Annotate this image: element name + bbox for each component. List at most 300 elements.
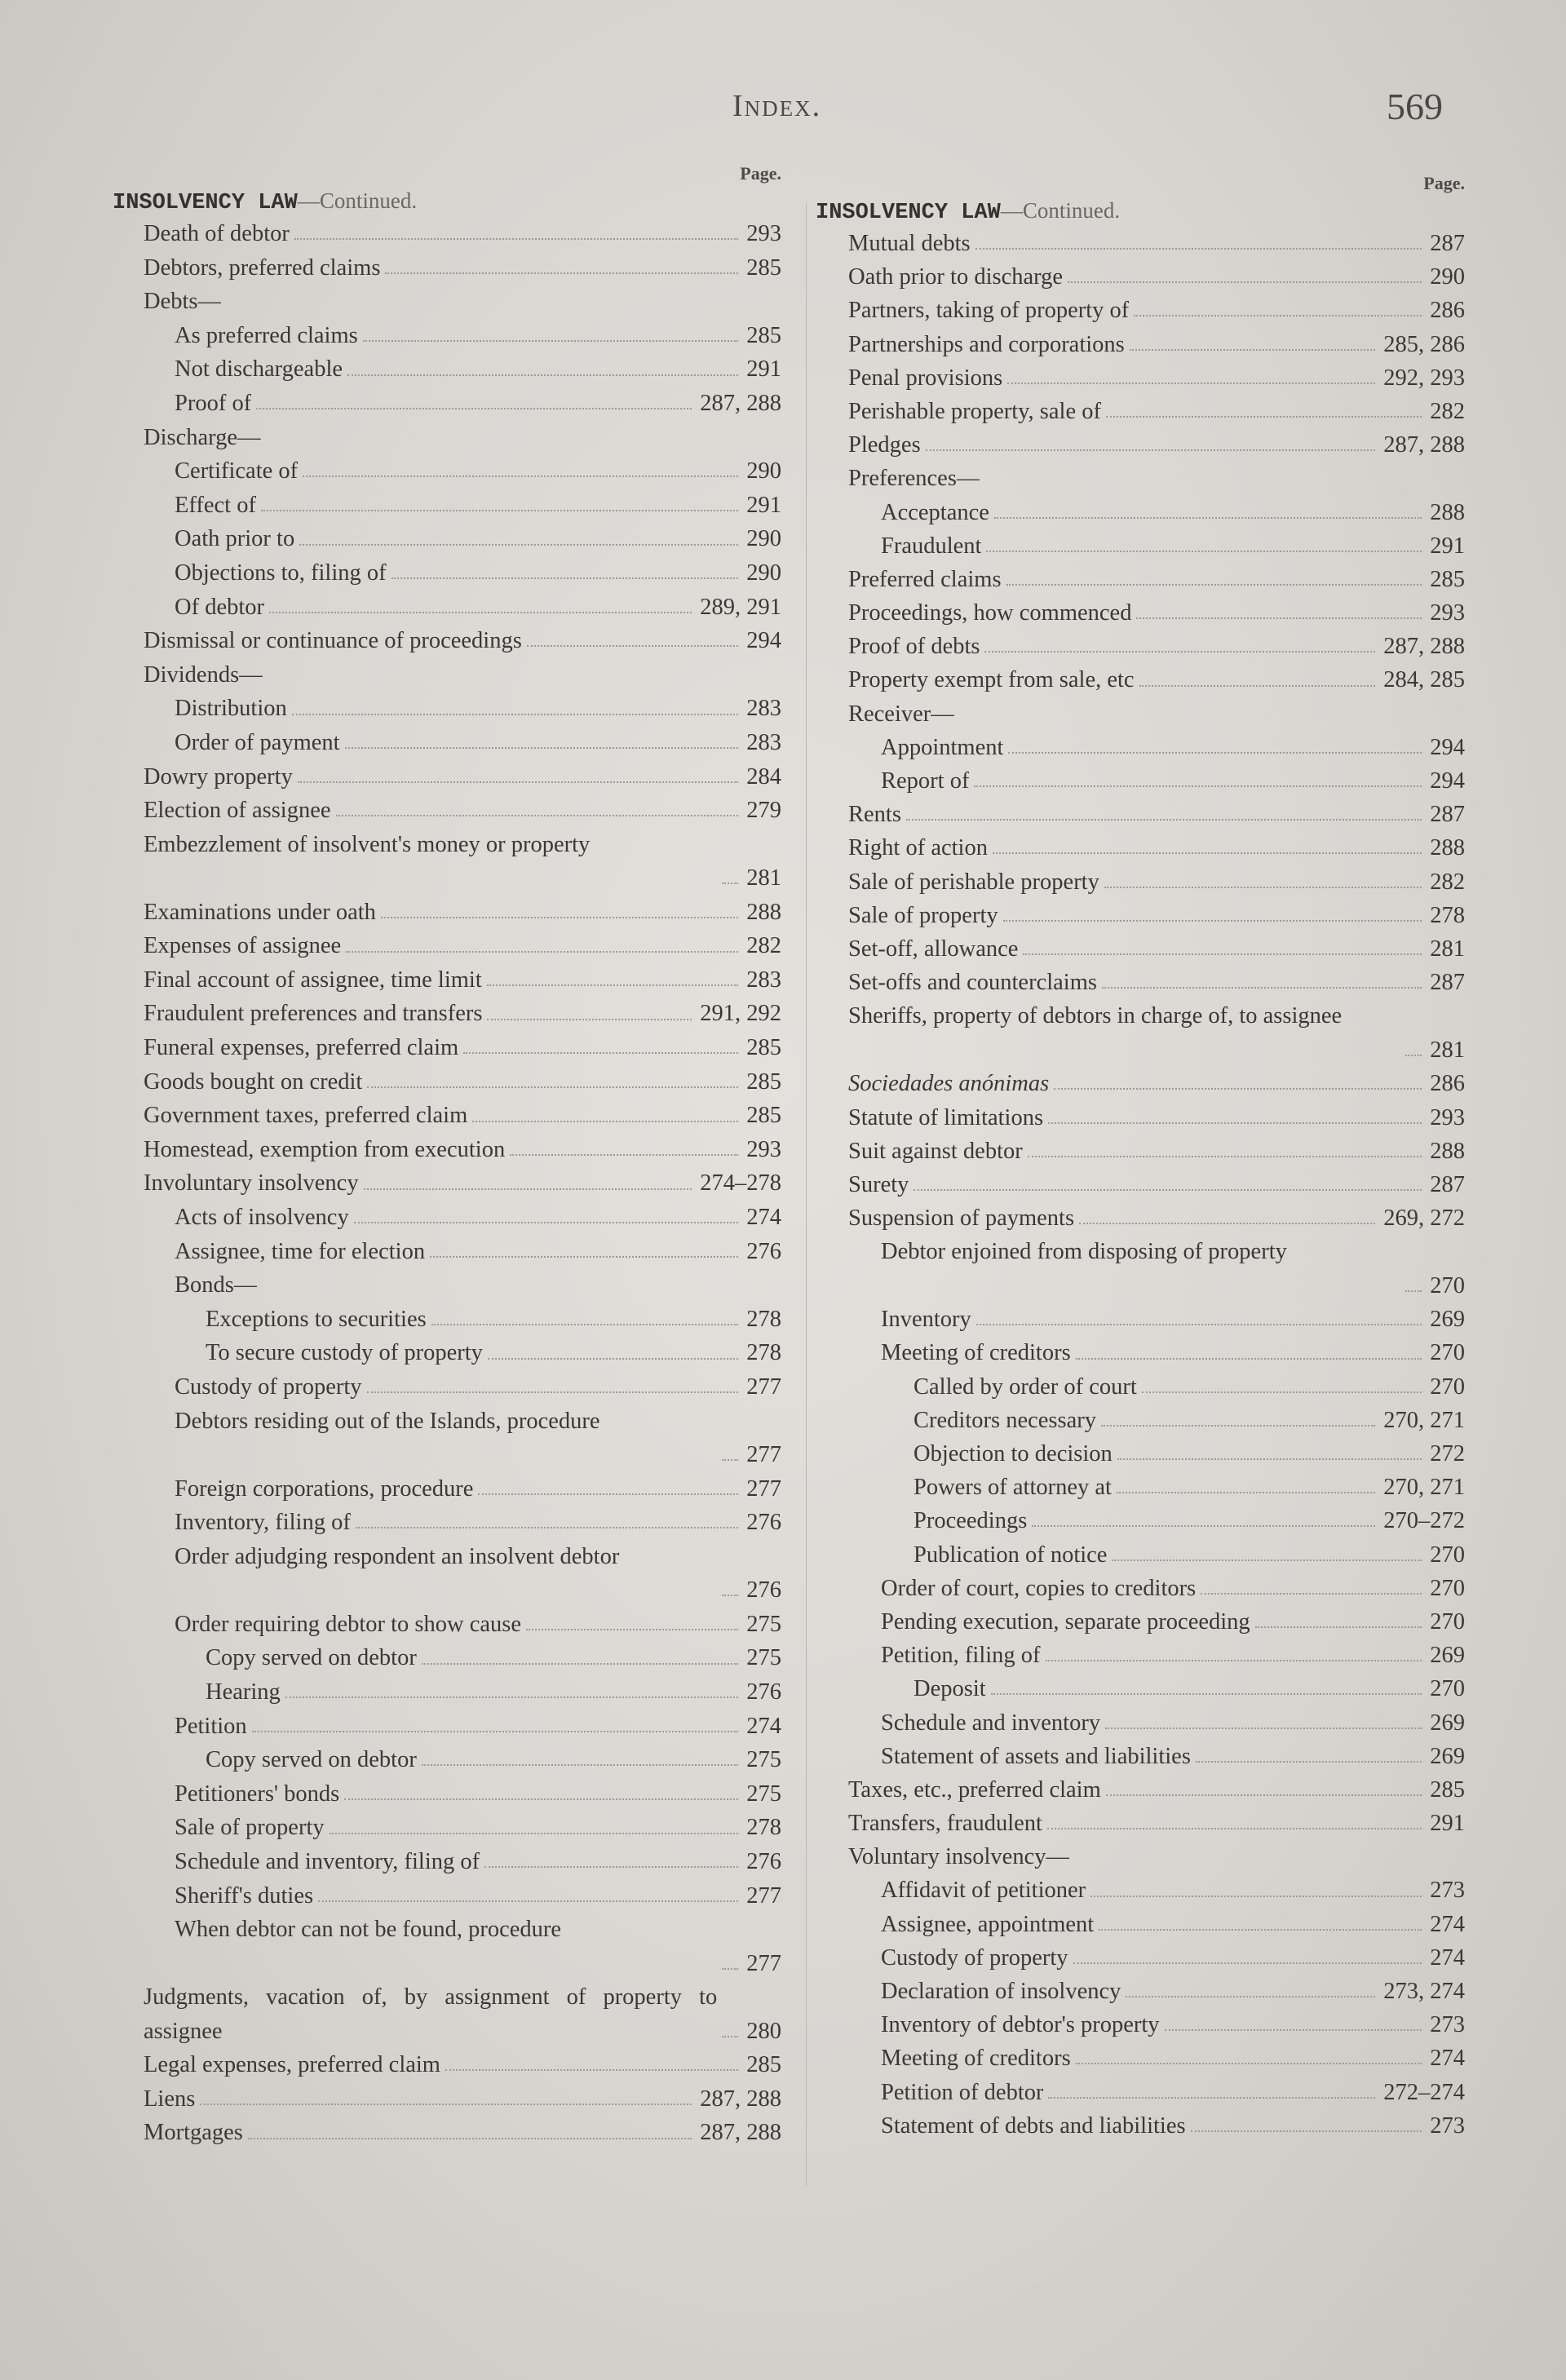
dot-leader	[1191, 2128, 1422, 2132]
entry-tail	[1071, 2042, 1465, 2075]
entry-term: Order requiring debtor to show cause	[175, 1611, 521, 1637]
entry-term: Liens	[144, 2086, 196, 2112]
dot-leader	[356, 1524, 738, 1528]
entry-tail	[467, 1099, 781, 1133]
entry-term: Order adjudging respondent an insolvent debtor	[175, 1543, 620, 1569]
index-entry	[816, 1975, 1465, 2008]
entry-page-ref: 277	[746, 1950, 781, 1976]
entry-term: Surety	[848, 1171, 909, 1197]
index-entry	[113, 1879, 781, 1913]
entry-tail	[480, 1845, 781, 1879]
entry-page-ref: 291	[746, 356, 781, 383]
entry-page-ref: 270	[1430, 1340, 1465, 1366]
index-entry	[113, 929, 781, 963]
dot-leader	[1028, 1153, 1422, 1157]
entry-tail	[343, 352, 781, 387]
entry-page-ref: 282	[1430, 869, 1465, 895]
entry-page-ref: 274–278	[700, 1170, 781, 1197]
entry-page-ref: 270–272	[1383, 1508, 1465, 1534]
index-entry	[816, 1740, 1465, 1773]
entry-page-ref: 287, 288	[1383, 432, 1465, 458]
dot-leader	[330, 1830, 739, 1834]
entry-page-ref: 286	[1430, 298, 1465, 324]
entry-tail	[1160, 2008, 1466, 2042]
entry-page-ref: 272	[1430, 1441, 1465, 1466]
index-entry	[113, 794, 781, 828]
dot-leader	[527, 643, 738, 647]
heading-continued: —Continued.	[297, 188, 418, 213]
entry-page-ref: 284	[746, 763, 781, 790]
entry-term: Debtors residing out of the Islands, procedure	[175, 1408, 600, 1434]
entry-page-ref: 292, 293	[1383, 365, 1465, 391]
index-entry	[816, 1873, 1465, 1907]
index-entry	[113, 421, 781, 455]
entry-page-ref: 291	[746, 492, 781, 518]
entry-tail	[1191, 1740, 1465, 1773]
entry-tail	[349, 1201, 781, 1235]
index-entry	[113, 352, 781, 387]
dot-leader	[984, 648, 1375, 653]
entry-tail	[376, 896, 781, 930]
entry-page-ref: 285	[746, 1068, 781, 1095]
entry-page-ref: 287, 288	[1383, 634, 1465, 660]
index-entry	[113, 285, 781, 319]
dot-leader	[1032, 1523, 1375, 1527]
entry-tail	[901, 798, 1465, 831]
entry-tail	[1135, 663, 1465, 697]
entry-page-ref: 273	[1430, 2112, 1465, 2139]
entry-term: Copy served on debtor	[206, 1645, 417, 1671]
entry-page-ref: 269	[1430, 1710, 1465, 1736]
entry-term: Involuntary insolvency	[144, 1170, 359, 1197]
dot-leader	[1102, 984, 1422, 989]
entry-tail	[331, 794, 781, 828]
entry-term: Perishable property, sale of	[848, 398, 1101, 424]
entry-term: Assignee, appointment	[881, 1911, 1095, 1937]
entry-term: Taxes, etc., preferred claim	[848, 1776, 1101, 1803]
dot-leader	[430, 1254, 738, 1258]
entry-term: Meeting of creditors	[881, 1340, 1071, 1366]
entry-term: Copy served on debtor	[206, 1747, 417, 1773]
index-entry	[816, 462, 1465, 495]
entry-page-ref: 287, 288	[700, 2120, 781, 2146]
index-entry	[816, 798, 1465, 831]
dot-leader	[1006, 582, 1422, 586]
entry-tail	[1100, 1706, 1465, 1740]
entry-page-ref: 283	[746, 729, 781, 755]
entry-tail	[362, 1065, 781, 1099]
dot-leader	[1117, 1489, 1375, 1493]
entry-page-ref: 288	[1430, 1138, 1465, 1164]
dot-leader	[344, 1796, 738, 1800]
entry-page-ref: 278	[746, 1306, 781, 1332]
dot-leader	[487, 1016, 692, 1020]
index-entry	[816, 1135, 1465, 1168]
entry-page-ref: 293	[1430, 1104, 1465, 1130]
index-entry	[113, 217, 781, 251]
entry-tail	[1086, 1873, 1465, 1907]
entry-tail	[251, 387, 781, 421]
entry-term: Funeral expenses, preferred claim	[144, 1035, 459, 1061]
index-entry	[113, 1540, 781, 1608]
entry-page-ref: 275	[746, 1645, 781, 1671]
index-entry	[816, 227, 1465, 260]
index-entry	[816, 260, 1465, 294]
entry-page-ref: 270	[1430, 1542, 1465, 1568]
dot-leader	[926, 447, 1376, 451]
entry-term: Receiver—	[848, 701, 954, 727]
dot-leader	[510, 1152, 738, 1156]
dot-leader	[261, 507, 738, 511]
index-entry	[816, 1404, 1465, 1437]
entry-term: Election of assignee	[144, 798, 331, 824]
dot-leader	[367, 1389, 739, 1393]
entry-term: Set-offs and counterclaims	[848, 970, 1097, 996]
entry-term: Distribution	[175, 696, 287, 722]
entry-page-ref: 284, 285	[1383, 667, 1465, 693]
entry-page-ref: 289, 291	[700, 594, 781, 620]
entry-page-ref: 276	[746, 1510, 781, 1536]
entry-term: Sale of perishable property	[848, 869, 1099, 895]
entry-term: Appointment	[881, 734, 1004, 760]
dot-leader	[1090, 1893, 1422, 1897]
entry-tail	[243, 2116, 781, 2150]
index-entry	[816, 865, 1465, 899]
page-column-label: Page.	[740, 163, 781, 184]
entry-tail	[521, 1608, 781, 1642]
index-entry	[816, 1201, 1465, 1235]
dot-leader	[1073, 1960, 1422, 1964]
entry-page-ref: 274	[746, 1205, 781, 1231]
entry-page-ref: 294	[1430, 734, 1465, 760]
entry-tail	[427, 1303, 781, 1337]
dot-leader	[1101, 1422, 1375, 1427]
entry-term: Proof of	[175, 390, 252, 416]
entry-term: Penal provisions	[848, 365, 1003, 391]
index-heading	[113, 184, 781, 217]
entry-term: Rents	[848, 802, 901, 828]
entry-term: Proceedings, how commenced	[848, 600, 1132, 626]
entry-term: Statute of limitations	[848, 1104, 1044, 1130]
dot-leader	[422, 1661, 738, 1665]
entry-tail	[1041, 1639, 1465, 1672]
dot-leader	[385, 270, 738, 274]
entry-tail	[1186, 2109, 1465, 2143]
index-entry	[113, 1235, 781, 1269]
entry-page-ref: 272–274	[1383, 2079, 1465, 2105]
entry-term: Bonds—	[175, 1272, 258, 1298]
entry-term: Effect of	[175, 492, 256, 518]
entry-term: Goods bought on credit	[144, 1068, 363, 1095]
entry-page-ref: 270	[1430, 1608, 1465, 1635]
dot-leader	[722, 1592, 738, 1596]
dot-leader	[1117, 1456, 1422, 1460]
entry-page-ref: 276	[746, 1848, 781, 1874]
entry-tail	[264, 591, 781, 625]
dot-leader	[722, 1457, 738, 1461]
index-entry	[113, 1405, 781, 1472]
dot-leader	[1048, 2095, 1375, 2099]
entry-page-ref: 283	[746, 967, 781, 993]
entry-page-ref: 287	[1430, 970, 1465, 996]
index-entry	[113, 692, 781, 726]
dot-leader	[722, 1966, 738, 1970]
dot-leader	[1126, 1993, 1375, 1997]
index-entry	[816, 1336, 1465, 1369]
entry-tail	[482, 997, 781, 1031]
entry-term: Partnerships and corporations	[848, 331, 1125, 357]
index-entry	[816, 496, 1465, 529]
entry-tail	[1018, 932, 1465, 966]
entry-page-ref: 287	[1430, 231, 1465, 256]
index-entry	[816, 764, 1465, 798]
entry-term: Sale of property	[848, 902, 998, 928]
dot-leader	[991, 1691, 1422, 1695]
entry-tail	[195, 2082, 781, 2117]
entry-tail	[351, 1506, 781, 1540]
entry-page-ref: 270	[1430, 1676, 1465, 1702]
entry-term: Sale of property	[175, 1815, 325, 1841]
entry-tail	[986, 1672, 1465, 1705]
index-entry	[113, 1710, 781, 1744]
entry-page-ref: 276	[746, 1238, 781, 1264]
entry-term: Of debtor	[175, 594, 265, 620]
entry-page-ref: 281	[1430, 936, 1465, 962]
index-entry	[816, 2076, 1465, 2109]
entry-tail	[1063, 260, 1465, 294]
entry-tail	[387, 556, 781, 591]
index-entry	[816, 1303, 1465, 1336]
entry-term: Deposit	[914, 1676, 986, 1702]
entry-page-ref: 278	[1430, 902, 1465, 928]
index-entry	[113, 1506, 781, 1540]
index-entry	[816, 731, 1465, 764]
entry-term: Right of action	[848, 835, 988, 861]
entry-page-ref: 270	[1430, 1374, 1465, 1400]
entry-tail	[522, 624, 781, 658]
index-entry	[816, 999, 1465, 1067]
entry-tail	[1049, 1067, 1465, 1100]
entry-term: Petition	[175, 1713, 247, 1739]
entry-term: Debtor enjoined from disposing of property	[881, 1239, 1287, 1265]
index-entry	[113, 760, 781, 794]
index-entry	[113, 1743, 781, 1777]
entry-term: Dividends—	[144, 661, 263, 688]
dot-leader	[298, 779, 738, 783]
column-divider	[806, 204, 807, 2186]
entry-term: Statement of assets and liabilities	[881, 1743, 1191, 1769]
index-entry	[816, 1168, 1465, 1201]
entry-tail	[341, 929, 781, 963]
entry-page-ref: 293	[746, 221, 781, 246]
index-entry	[816, 2008, 1465, 2042]
entry-tail	[717, 1947, 781, 1981]
entry-term: Fraudulent preferences and transfers	[144, 1001, 483, 1027]
entry-term: Preferences—	[848, 466, 980, 492]
entry-tail	[717, 2015, 781, 2049]
entry-tail	[1094, 1908, 1465, 1941]
entry-tail	[717, 1573, 781, 1608]
dot-leader	[1405, 1052, 1422, 1056]
entry-tail	[1121, 1975, 1465, 2008]
index-entry	[816, 1706, 1465, 1740]
entry-page-ref: 274	[1430, 1944, 1465, 1971]
dot-leader	[1046, 1657, 1422, 1661]
entry-page-ref: 293	[1430, 600, 1465, 626]
entry-term: Dowry property	[144, 763, 293, 790]
entry-term: Petitioners' bonds	[175, 1781, 340, 1807]
entry-term: Suspension of payments	[848, 1205, 1075, 1232]
index-entry	[816, 1370, 1465, 1404]
dot-leader	[336, 812, 739, 816]
index-entry	[816, 1773, 1465, 1807]
entry-tail	[1043, 2076, 1465, 2109]
index-entry	[113, 1641, 781, 1675]
entry-tail	[969, 764, 1465, 798]
index-entry	[113, 2116, 781, 2150]
entry-tail	[1101, 395, 1465, 428]
dot-leader	[463, 1050, 738, 1054]
entry-tail	[989, 496, 1465, 529]
dot-leader	[1068, 279, 1422, 283]
dot-leader	[292, 711, 738, 715]
dot-leader	[1255, 1624, 1422, 1628]
entry-tail	[1131, 596, 1465, 630]
index-entry	[816, 1908, 1465, 1941]
dot-leader	[294, 236, 738, 240]
entry-page-ref: 285	[746, 254, 781, 281]
index-entry	[113, 1675, 781, 1710]
dot-leader	[363, 338, 739, 342]
entry-tail	[358, 319, 781, 353]
entry-term: Final account of assignee, time limit	[144, 967, 482, 993]
entry-term: Oath prior to discharge	[848, 264, 1064, 290]
entry-tail	[1196, 1572, 1465, 1605]
entry-tail	[1003, 731, 1465, 764]
entry-page-ref: 285	[746, 2052, 781, 2078]
entry-term: To secure custody of property	[206, 1340, 483, 1366]
index-entry	[113, 1166, 781, 1201]
entry-page-ref: 278	[746, 1340, 781, 1366]
heading-term: INSOLVENCY LAW	[113, 191, 298, 215]
entry-tail	[458, 1031, 781, 1065]
entry-page-ref: 288	[1430, 835, 1465, 861]
entry-tail	[1027, 1504, 1465, 1537]
entry-term: Not dischargeable	[175, 356, 343, 383]
entry-tail	[325, 1811, 781, 1845]
index-entry	[113, 1099, 781, 1133]
dot-leader	[722, 880, 738, 884]
entry-tail	[287, 692, 781, 726]
dot-leader	[1134, 312, 1422, 316]
dot-leader	[906, 816, 1422, 821]
index-entry	[113, 1133, 781, 1167]
index-entry	[816, 1471, 1465, 1504]
dot-leader	[1048, 1120, 1422, 1124]
dot-leader	[364, 1186, 692, 1190]
index-entry	[113, 896, 781, 930]
index-entry	[113, 997, 781, 1031]
dot-leader	[392, 575, 739, 579]
entry-page-ref: 291, 292	[700, 1001, 781, 1027]
entry-tail	[998, 899, 1465, 932]
dot-leader	[914, 1187, 1422, 1191]
dot-leader	[488, 1356, 738, 1360]
entry-term: Pending execution, separate proceeding	[881, 1608, 1250, 1635]
entry-term: Suit against debtor	[848, 1138, 1023, 1164]
entry-page-ref: 287, 288	[700, 390, 781, 416]
index-column-right	[816, 173, 1465, 2143]
entry-tail	[483, 1336, 781, 1370]
index-entry	[816, 1605, 1465, 1639]
entry-page-ref: 286	[1430, 1071, 1465, 1097]
index-entry	[113, 1370, 781, 1405]
entry-term: Debts—	[144, 289, 221, 315]
running-title: Index.	[732, 89, 822, 123]
dot-leader	[974, 783, 1422, 787]
entry-page-ref: 285	[746, 1103, 781, 1129]
index-entry	[816, 529, 1465, 563]
dot-leader	[472, 1118, 738, 1122]
index-entry	[816, 1941, 1465, 1975]
entry-tail	[425, 1235, 781, 1269]
entry-page-ref: 277	[746, 1442, 781, 1467]
index-entry	[816, 1504, 1465, 1537]
index-entry	[113, 1811, 781, 1845]
index-entry	[113, 522, 781, 556]
dot-leader	[976, 1321, 1422, 1325]
entry-page-ref: 269	[1430, 1743, 1465, 1769]
entry-tail	[1096, 1404, 1465, 1437]
index-entry	[816, 630, 1465, 663]
entry-page-ref: 269	[1430, 1643, 1465, 1669]
entry-term: Embezzlement of insolvent's money or property	[144, 831, 591, 857]
index-entry	[816, 1067, 1465, 1100]
dot-leader	[1054, 1086, 1422, 1090]
entry-page-ref: 287, 288	[700, 2086, 781, 2112]
dot-leader	[256, 405, 692, 409]
entry-page-ref: 281	[746, 865, 781, 891]
page-number: 569	[1387, 86, 1443, 127]
index-entry	[113, 1777, 781, 1812]
heading-continued: —Continued.	[1000, 198, 1121, 223]
entry-term: Discharge—	[144, 424, 261, 450]
entry-page-ref: 270, 271	[1383, 1407, 1465, 1433]
entry-page-ref: 288	[746, 899, 781, 925]
entry-page-ref: 274	[1430, 2046, 1465, 2072]
dot-leader	[975, 246, 1422, 250]
entry-term: Legal expenses, preferred claim	[144, 2052, 440, 2078]
entry-tail	[1125, 328, 1465, 361]
entry-term: Exceptions to securities	[206, 1306, 427, 1332]
page-column-label: Page.	[1423, 173, 1465, 193]
entry-tail	[1113, 1437, 1465, 1471]
dot-leader	[1076, 2060, 1422, 2064]
entry-term: Assignee, time for election	[175, 1238, 426, 1264]
entry-page-ref: 294	[1430, 768, 1465, 794]
entry-page-ref: 278	[746, 1815, 781, 1841]
entry-term: Schedule and inventory, filing of	[175, 1848, 480, 1874]
index-entry	[816, 1840, 1465, 1873]
dot-leader	[445, 2067, 738, 2071]
dot-leader	[1099, 1927, 1422, 1931]
dot-leader	[1007, 380, 1375, 384]
dot-leader	[1196, 1758, 1422, 1763]
entry-term: Fraudulent	[881, 533, 982, 559]
dot-leader	[1003, 918, 1422, 922]
index-entry	[816, 395, 1465, 428]
entry-page-ref: 273	[1430, 2012, 1465, 2038]
